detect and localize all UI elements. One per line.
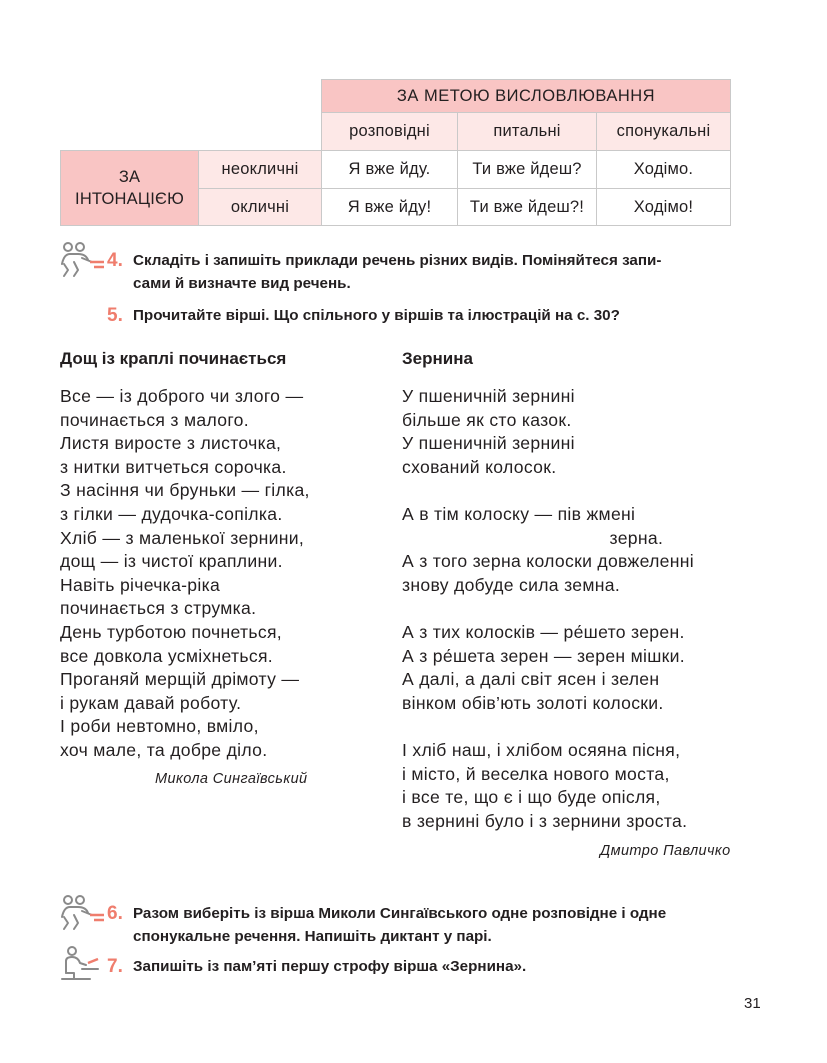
table-cell: Ти вже йдеш? [457,150,596,188]
task-7-text [133,956,733,979]
row-group-intonation [60,150,198,226]
poem-line: А далі, а далі світ ясен і зелен [402,669,660,690]
poem-line: і рукам давай роботу. [60,692,242,713]
poem2-text [402,385,694,833]
poem-line: знову добуде сила земна. [402,574,621,595]
task-4-text [133,250,733,295]
poem-line: І роби невтомно, вміло, [60,716,259,737]
column-imperative: спонукальні [596,112,731,150]
poem-line: і місто, й веселка нового моста, [402,763,670,784]
task-4-line2: сами й визначте вид речень. [133,274,351,292]
table-header-purpose: ЗА МЕТОЮ ВИСЛОВЛЮВАННЯ [321,79,731,112]
poem-line [402,479,694,503]
row-label-exclamatory: окличні [198,188,321,226]
poem-line: А з ре́шета зерен — зерен мішки. [402,645,685,666]
poem-line: З насіння чи бруньки — гілка, [60,480,310,501]
poem-line: Все — із доброго чи злого — [60,386,304,406]
poem-line: дощ — із чистої краплини. [60,551,283,572]
task-6-line1: Разом виберіть із вірша Миколи Сингаївського одне розповідне і одне [133,905,667,922]
pair-work-icon [58,893,106,933]
task-6-number: 6. [107,903,123,924]
table-cell: Я вже йду! [321,188,457,226]
row-group-line1: ЗА [118,168,141,186]
poem-line: Хліб — з маленької зернини, [60,527,305,548]
task-5-line1: Прочитайте вірші. Що спільного у віршів та ілюстрацій на с. 30? [133,307,620,324]
page-number: 31 [744,995,761,1012]
task-7-number: 7. [107,956,123,977]
poem-line: А в тім колоску — пів жмені [402,503,636,524]
poem-line: А з тих колосків — ре́шето зерен. [402,621,685,642]
writing-icon [60,945,102,981]
poem-line [402,597,694,621]
poem-line: У пшеничній зернині [402,433,575,454]
table-cell: Я вже йду. [321,150,457,188]
poem-line: І хліб наш, і хлібом осяяна пісня, [402,739,681,760]
poem-line: з гілки — дудочка-сопілка. [60,503,283,524]
poem1-text [60,385,310,763]
poem-line: і все те, що є і що буде опісля, [402,787,661,808]
task-4-line1: Складіть і запишіть приклади речень різних видів. Поміняйтеся запи- [133,252,662,269]
task-4-number: 4. [107,250,123,271]
poem-line: починається з струмка. [60,598,257,619]
poem-line: в зернині було і з зернини зроста. [402,810,688,831]
row-group-line2: ІНТОНАЦІЄЮ [75,190,184,208]
poem-line: починається з малого. [60,409,249,430]
poem-line: все довкола усміхнеться. [60,645,273,666]
poem-line [402,715,694,739]
column-narrative: розповідні [321,112,457,150]
pair-work-icon [58,240,106,280]
poem2-title: Зернина [402,349,473,368]
poem-line: хоч мале, та добре діло. [60,739,268,760]
table-cell: Ходімо! [596,188,731,226]
poem-line: більше як сто казок. [402,409,572,430]
poem-line: А з того зерна колоски довжеленні [402,551,694,572]
poem-line: з нитки витчеться сорочка. [60,456,287,477]
poem-line: Навіть річечка-ріка [60,574,221,595]
sentence-types-table [60,79,731,226]
poem-line: У пшеничній зернині [402,386,575,406]
task-5-number: 5. [107,305,123,326]
task-6-text [133,903,733,948]
poem2-author: Дмитро Павличко [600,843,731,859]
poem1-title: Дощ із краплі починається [60,349,287,368]
poem1-author: Микола Сингаївський [155,771,308,787]
task-5-text [133,305,733,328]
poem-line: зерна. [402,527,664,548]
table-cell: Ходімо. [596,150,731,188]
poem-line: Листя виросте з листочка, [60,433,282,454]
poem-line: Проганяй мерщій дрімоту — [60,669,300,690]
row-label-non-exclamatory: неокличні [198,150,321,188]
column-interrogative: питальні [457,112,596,150]
task-7-line1: Запишіть із пам’яті першу строфу вірша «Зернина». [133,958,527,975]
poem-line: вінком обів’ють золоті колоски. [402,692,664,713]
poem-line: схований колосок. [402,456,557,477]
table-cell: Ти вже йдеш?! [457,188,596,226]
poem-line: День турботою почнеться, [60,621,282,642]
task-6-line2: спонукальне речення. Напишіть диктант у парі. [133,927,492,945]
